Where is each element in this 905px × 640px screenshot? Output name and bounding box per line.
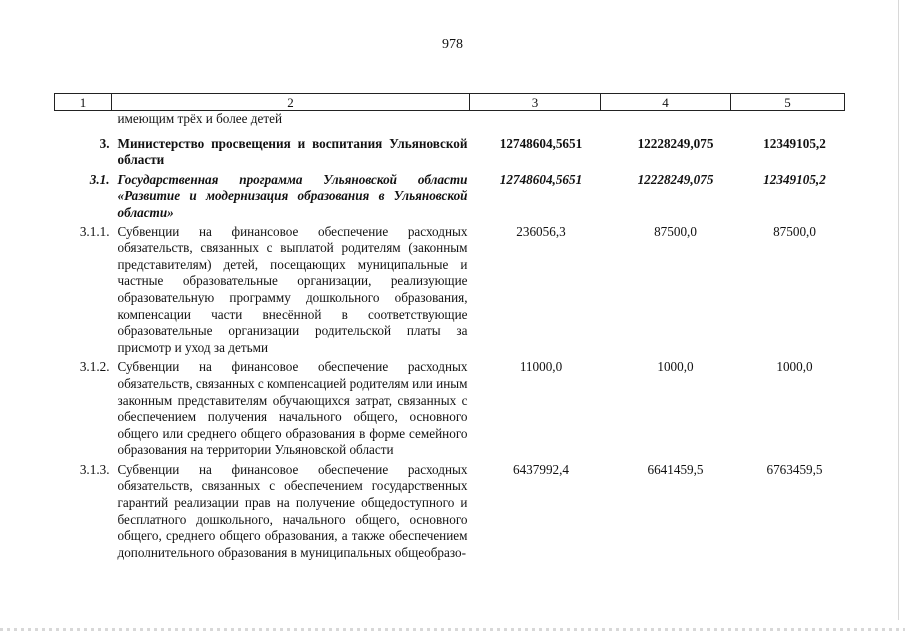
row-value-4 xyxy=(601,111,731,128)
column-header-5: 5 xyxy=(731,94,845,111)
row-description: Субвенции на финансовое обеспечение расходных обязательств, связанных с выплатой родителям (законным представителям) детей, посещающих муниципальные и частные образовательные организации, реализующие образовательную программу дошкольного образования, компенсации части внесённой в соответствующие образовательные организации родительской платы за присмотр и уход за детьми xyxy=(117,223,468,355)
column-header-3: 3 xyxy=(470,94,601,111)
budget-table xyxy=(54,93,845,561)
row-number xyxy=(55,111,112,128)
row-value-3: 6437992,4 xyxy=(512,461,570,477)
row-number: 3.1. xyxy=(89,171,110,187)
row-value-4: 1000,0 xyxy=(657,359,694,375)
row-value-5: 87500,0 xyxy=(773,223,816,239)
row-number: 3. xyxy=(99,135,110,151)
row-value-4: 12228249,075 xyxy=(637,135,714,151)
row-value-3: 236056,3 xyxy=(516,223,566,239)
row-value-5: 1000,0 xyxy=(776,359,813,375)
row-number: 3.1.2. xyxy=(79,359,110,375)
row-value-4: 6641459,5 xyxy=(647,461,704,477)
table-row xyxy=(55,356,845,459)
row-number: 3.1.3. xyxy=(79,461,110,477)
row-value-3 xyxy=(470,111,601,128)
column-header-1: 1 xyxy=(55,94,112,111)
row-description: Министерство просвещения и воспитания Ульяновской области xyxy=(117,135,468,168)
row-value-3: 12748604,5651 xyxy=(499,135,583,151)
scan-edge xyxy=(898,0,899,620)
row-value-4: 12228249,075 xyxy=(637,171,714,187)
row-value-3: 11000,0 xyxy=(519,359,563,375)
page-number: 978 xyxy=(442,37,463,52)
row-description: имеющим трёх и более детей xyxy=(117,111,283,126)
scan-artifact-line xyxy=(0,628,905,631)
row-value-5: 12349105,2 xyxy=(763,135,826,151)
row-description: Субвенции на финансовое обеспечение расходных обязательств, связанных с компенсацией родителям или иным законным представителям обучающихся затрат, связанных с обеспечением получения начального общего, основного общего или среднего общего образования в форме семейного образования на территории Ульяновской области xyxy=(117,359,468,458)
row-value-3: 12748604,5651 xyxy=(499,171,583,187)
row-value-5 xyxy=(731,111,845,128)
table-header-row xyxy=(55,94,845,111)
table-row xyxy=(55,128,845,169)
table-row xyxy=(55,459,845,562)
row-value-4: 87500,0 xyxy=(654,223,697,239)
column-header-2: 2 xyxy=(112,94,470,111)
row-number: 3.1.1. xyxy=(79,223,110,239)
table-row xyxy=(55,111,845,128)
table-row xyxy=(55,169,845,222)
table-row xyxy=(55,222,845,357)
row-value-5: 12349105,2 xyxy=(763,171,826,187)
row-value-5: 6763459,5 xyxy=(766,461,823,477)
column-header-4: 4 xyxy=(601,94,731,111)
row-description: Субвенции на финансовое обеспечение расходных обязательств, связанных с обеспечением государственных гарантий реализации прав на получение общедоступного и бесплатного дошкольного, начального общего, основного общего, среднего общего образования, а также обеспечением дополнительного образования в муниципальных общеобразо- xyxy=(117,461,468,560)
row-description: Государственная программа Ульяновской области «Развитие и модернизация образования в Ульяновской области» xyxy=(117,171,468,220)
